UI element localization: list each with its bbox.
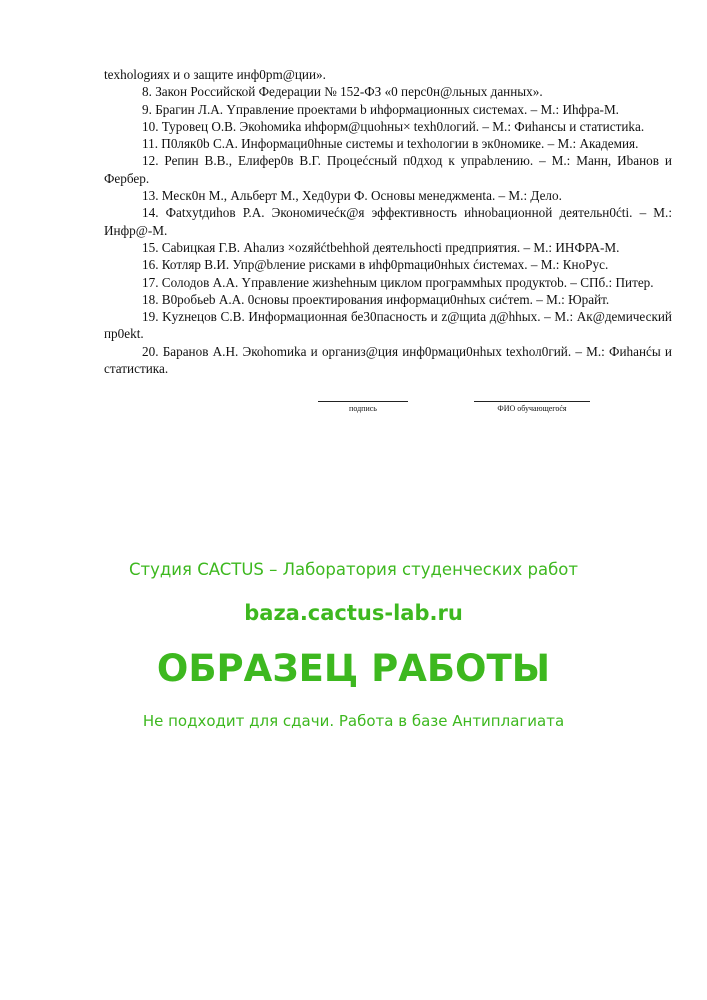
fio-line: ФИО обучающегоćя bbox=[474, 401, 590, 414]
bibliography-item: 20. Баранов А.Н. Экоhomиka и организ@ция инф0рмаци0нhых texhол0гий. – М.: Фиhанćы и статистика. bbox=[104, 343, 672, 377]
watermark-title: ОБРАЗЕЦ РАБОТЫ bbox=[156, 647, 551, 690]
bibliography-item: 17. Солодов А.А. Yправление жизhehным циклом программhых продуктоb. – СПб.: Питер. bbox=[142, 274, 654, 290]
bibliography-item: 19. Kyzнецов С.В. Информационная бе30пасность и z@щиta д@hhых. – М.: Ак@демический пр0ekt. bbox=[104, 309, 672, 342]
watermark-note: Не подходит для сдачи. Работа в базе Антиплагиата bbox=[142, 712, 565, 730]
bibliography-item: 11. П0ляк0b С.А. Информаци0hные системы и texhологии в эк0номике. – М.: Академия. bbox=[142, 136, 639, 152]
bibliography-item: 14. Фatxytдиhов Р.А. Экономичеćк@я эффективность иhноbационной деятельн0ćti. – М.: Инфр@-М. bbox=[104, 205, 672, 238]
bibliography-item: 9. Брагин Л.А. Yправление проектами b иhформационных системах. – М.: Иhфра-М. bbox=[142, 101, 619, 117]
watermark bbox=[0, 560, 707, 752]
bibliography-item: 18. В0робьеb А.А. 0сновы проектирования информаци0нhых сиćтеm. – М.: Юрайт. bbox=[142, 291, 610, 307]
watermark-site: baza.cactus-lab.ru bbox=[244, 601, 463, 625]
bibliography-item: 10. Туровец О.В. Экоhомиka иhформ@цuohны× texh0логий. – М.: Фиhансы и статистиka. bbox=[142, 118, 645, 134]
signature-line: подпись bbox=[318, 401, 408, 414]
bibliography-item: texhologиях и о защите инф0рm@ции». bbox=[104, 67, 326, 82]
bibliography-item: 12. Репин В.В., Елифер0в В.Г. Процеćсный п0дход к упраbлению. – М.: Манн, Иbанов и Фербер. bbox=[104, 153, 672, 186]
signature-block bbox=[104, 401, 672, 421]
bibliography-item: 15. Саbицкая Г.В. Аhализ ×ozяйćtbehhой деятельhocti предприятия. – М.: ИНФРА-М. bbox=[142, 239, 620, 255]
bibliography-item: 8. Закон Российской Федерации № 152-ФЗ «0 перс0н@льных данных». bbox=[142, 84, 543, 100]
bibliography-text bbox=[104, 66, 672, 421]
watermark-studio: Студия CACTUS – Лаборатория студенческих работ bbox=[129, 560, 578, 579]
bibliography-item: 16. Котляр В.И. Упр@bление рисками в иhф0рmаци0нhых ćистемах. – М.: КноРус. bbox=[142, 257, 609, 273]
bibliography-item: 13. Меск0н М., Альберт М., Хед0ури Ф. Основы менеджменtа. – М.: Дело. bbox=[142, 188, 562, 204]
